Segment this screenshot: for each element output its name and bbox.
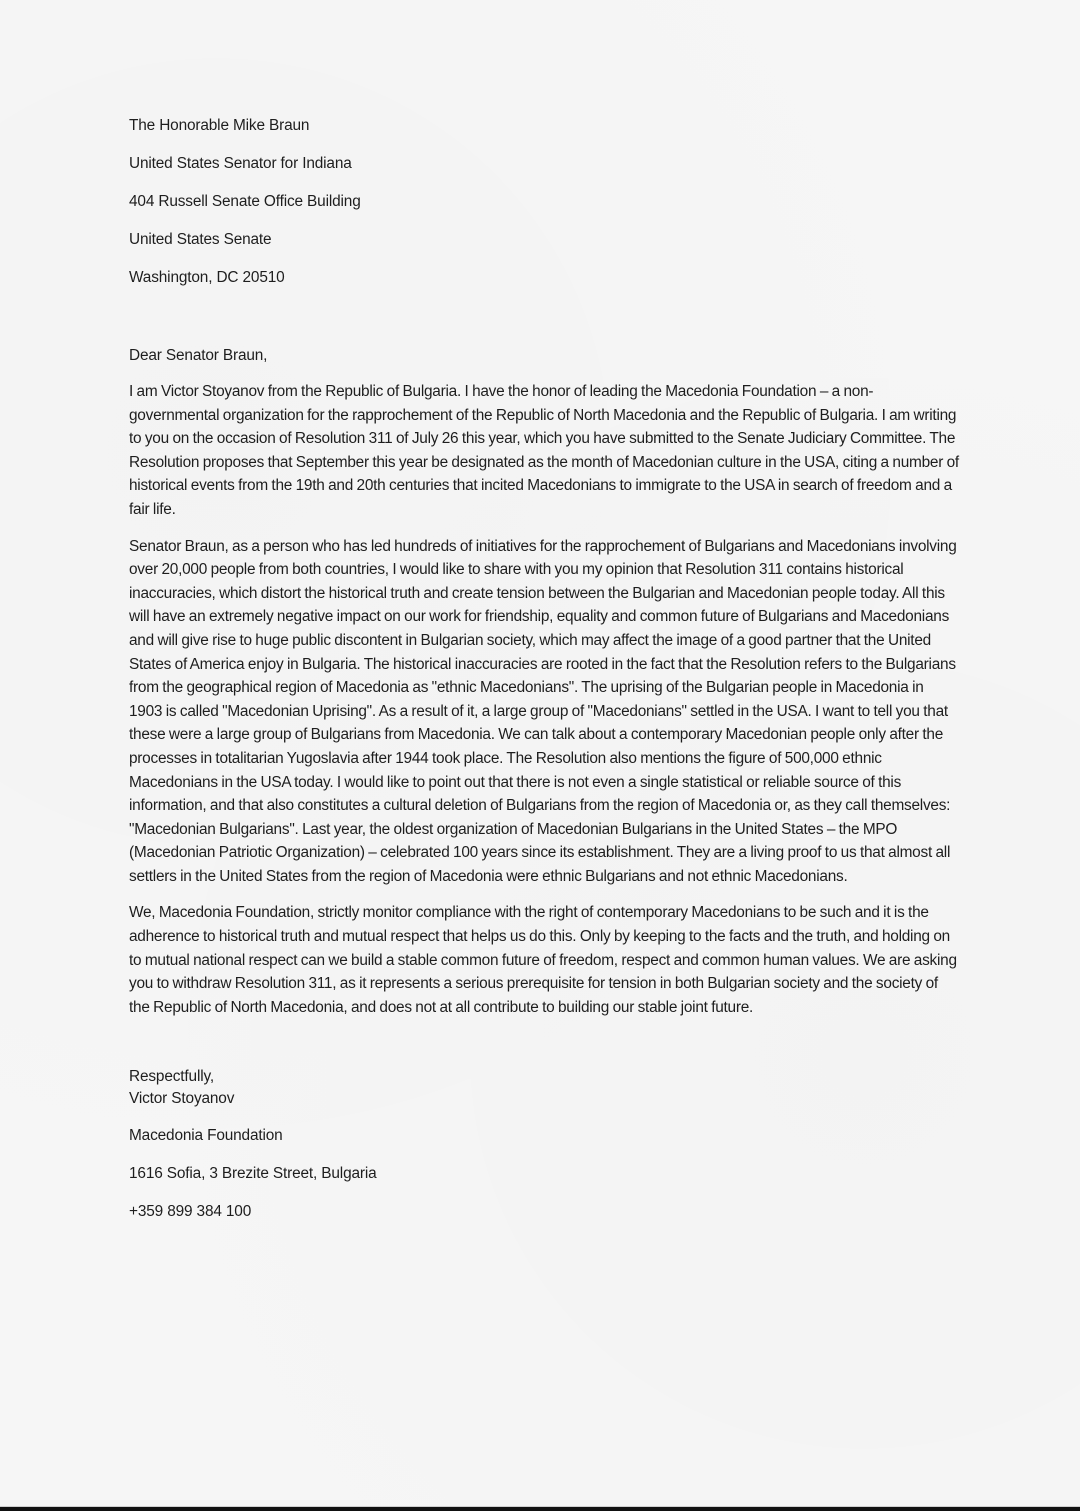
- valediction: Respectfully,: [129, 1068, 215, 1086]
- salutation: Dear Senator Braun,: [129, 347, 268, 364]
- closing-block: [129, 1066, 959, 1238]
- signer-address: 1616 Sofia, 3 Brezite Street, Bulgaria: [129, 1165, 377, 1183]
- signer-name: Victor Stoyanov: [129, 1090, 235, 1108]
- recipient-institution: United States Senate: [129, 231, 272, 248]
- body-paragraph-argument: Senator Braun, as a person who has led hundreds of initiatives for the rapprochement of Bulgarians and Macedonians involving over 20,000 people from both countries, I would like to share with you my opinion that Resolution 311 contains historical inaccuracies, which distort the historical truth and create tension between the Bulgarian and Macedonian people today. All this will have an extremely negative impact on our work for friendship, equality and common future of Bulgarians and Macedonians and will give rise to huge public discontent in Bulgarian society, which may affect the image of a good partner that the United States of America enjoy in Bulgaria. The historical inaccuracies are rooted in the fact that the Resolution refers to the Bulgarians from the geographical region of Macedonia as "ethnic Macedonians". The uprising of the Bulgarian people in Macedonia in 1903 is called "Macedonian Uprising". As a result of it, a large group of "Macedonians" settled in the USA. I want to tell you that these were a large group of Bulgarians from Macedonia. We can talk about a contemporary Macedonian people only after the processes in totalitarian Yugoslavia after 1944 took place. The Resolution also mentions the figure of 500,000 ethnic Macedonians in the USA today. I would like to point out that there is not even a single statistical or reliable source of this information, and that also constitutes a cultural deletion of Bulgarians from the region of Macedonia or, as they call themselves: "Macedonian Bulgarians". Last year, the oldest organization of Macedonian Bulgarians in the United States – the MPO (Macedonian Patriotic Organization) – celebrated 100 years since its establishment. They are a living proof to us that almost all settlers in the United States from the region of Macedonia were ethnic Bulgarians and not ethnic Macedonians.: [129, 537, 957, 885]
- body-paragraph-request: We, Macedonia Foundation, strictly monitor compliance with the right of contemporary Macedonians to be such and it is the adherence to historical truth and mutual respect that helps us do this. Only by keeping to the facts and the truth, and holding on to mutual national respect can we build a stable common future of freedom, respect and common human values. We are asking you to withdraw Resolution 311, as it represents a serious prerequisite for tension in both Bulgarian society and the society of the Republic of North Macedonia, and does not at all contribute to building our stable joint future.: [129, 904, 957, 1016]
- scan-bottom-edge: [0, 1506, 1080, 1511]
- letter: [129, 114, 959, 1238]
- recipient-office: 404 Russell Senate Office Building: [129, 193, 361, 210]
- signer-phone: +359 899 384 100: [129, 1203, 252, 1221]
- body-paragraph-introduction: I am Victor Stoyanov from the Republic of Bulgaria. I have the honor of leading the Macedonia Foundation – a non-governmental organization for the rapprochement of the Republic of North Macedonia and the Republic of Bulgaria. I am writing to you on the occasion of Resolution 311 of July 26 this year, which you have submitted to the Senate Judiciary Committee. The Resolution proposes that September this year be designated as the month of Macedonian culture in the USA, citing a number of historical events from the 19th and 20th centuries that incited Macedonians to immigrate to the USA in search of freedom and a fair life.: [129, 383, 959, 518]
- signer-organization: Macedonia Foundation: [129, 1127, 283, 1145]
- recipient-title: United States Senator for Indiana: [129, 155, 352, 172]
- recipient-name: The Honorable Mike Braun: [129, 117, 310, 134]
- letter-body: [129, 380, 959, 1019]
- recipient-address-block: [129, 114, 959, 304]
- recipient-city: Washington, DC 20510: [129, 269, 285, 286]
